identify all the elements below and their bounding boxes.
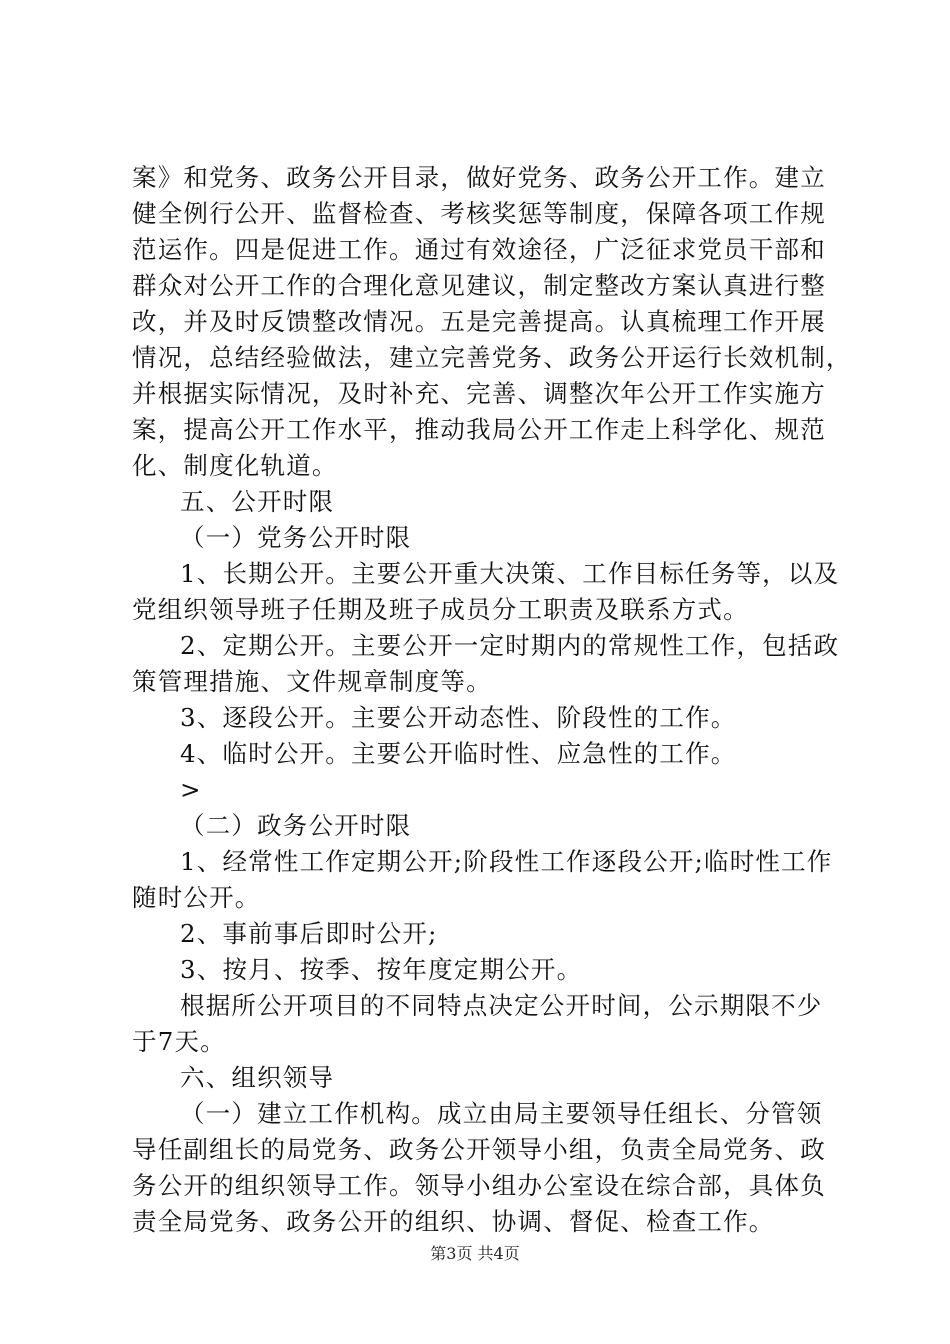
body-text-line: 党组织领导班子任期及班子成员分工职责及联系方式。 [132,595,749,624]
body-text-line: 务公开的组织领导工作。领导小组办公室设在综合部，具体负 [132,1171,826,1200]
section-heading: 五、公开时限 [180,487,335,516]
subsection-heading: （一）党务公开时限 [180,523,412,552]
body-text-line: 化、制度化轨道。 [132,451,338,480]
body-text-line: 案，提高公开工作水平，推动我局公开工作走上科学化、规范 [132,415,826,444]
body-text-line: 导任副组长的局党务、政务公开领导小组，负责全局党务、政 [132,1135,826,1164]
body-text-line: （一）建立工作机构。成立由局主要领导任组长、分管领 [180,1099,823,1128]
body-text-line: 根据所公开项目的不同特点决定公开时间，公示期限不少 [180,991,823,1020]
body-text-line: 改，并及时反馈整改情况。五是完善提高。认真梳理工作开展 [132,307,826,336]
body-text-line: 3、按月、按季、按年度定期公开。 [180,955,583,984]
body-text-line: 情况，总结经验做法，建立完善党务、政务公开运行长效机制， [132,343,852,372]
page-number-footer: 第3页 共4页 [430,1244,520,1263]
body-text-line: 策管理措施、文件规章制度等。 [132,667,492,696]
body-text-line: 2、定期公开。主要公开一定时期内的常规性工作，包括政 [180,631,840,660]
body-text-line: 案》和党务、政务公开目录，做好党务、政务公开工作。建立 [132,163,826,192]
body-text-line: 3、逐段公开。主要公开动态性、阶段性的工作。 [180,703,737,732]
body-text-line: 4、临时公开。主要公开临时性、应急性的工作。 [180,739,737,768]
body-text-line: 范运作。四是促进工作。通过有效途径，广泛征求党员干部和 [132,235,826,264]
body-text-line: 2、事前事后即时公开; [180,919,438,948]
body-text-line: 健全例行公开、监督检查、考核奖惩等制度，保障各项工作规 [132,199,826,228]
body-text-line: 责全局党务、政务公开的组织、协调、督促、检查工作。 [132,1207,775,1236]
body-text-line: 群众对公开工作的合理化意见建议，制定整改方案认真进行整 [132,271,826,300]
subsection-heading: （二）政务公开时限 [180,811,412,840]
stray-mark: > [180,775,202,804]
body-text-line: 随时公开。 [132,883,261,912]
section-heading: 六、组织领导 [180,1063,335,1092]
body-text-line: 并根据实际情况，及时补充、完善、调整次年公开工作实施方 [132,379,826,408]
body-text-line: 1、长期公开。主要公开重大决策、工作目标任务等，以及 [180,559,840,588]
body-text-line: 1、经常性工作定期公开;阶段性工作逐段公开;临时性工作 [180,847,833,876]
body-text-line: 于7天。 [132,1027,226,1056]
